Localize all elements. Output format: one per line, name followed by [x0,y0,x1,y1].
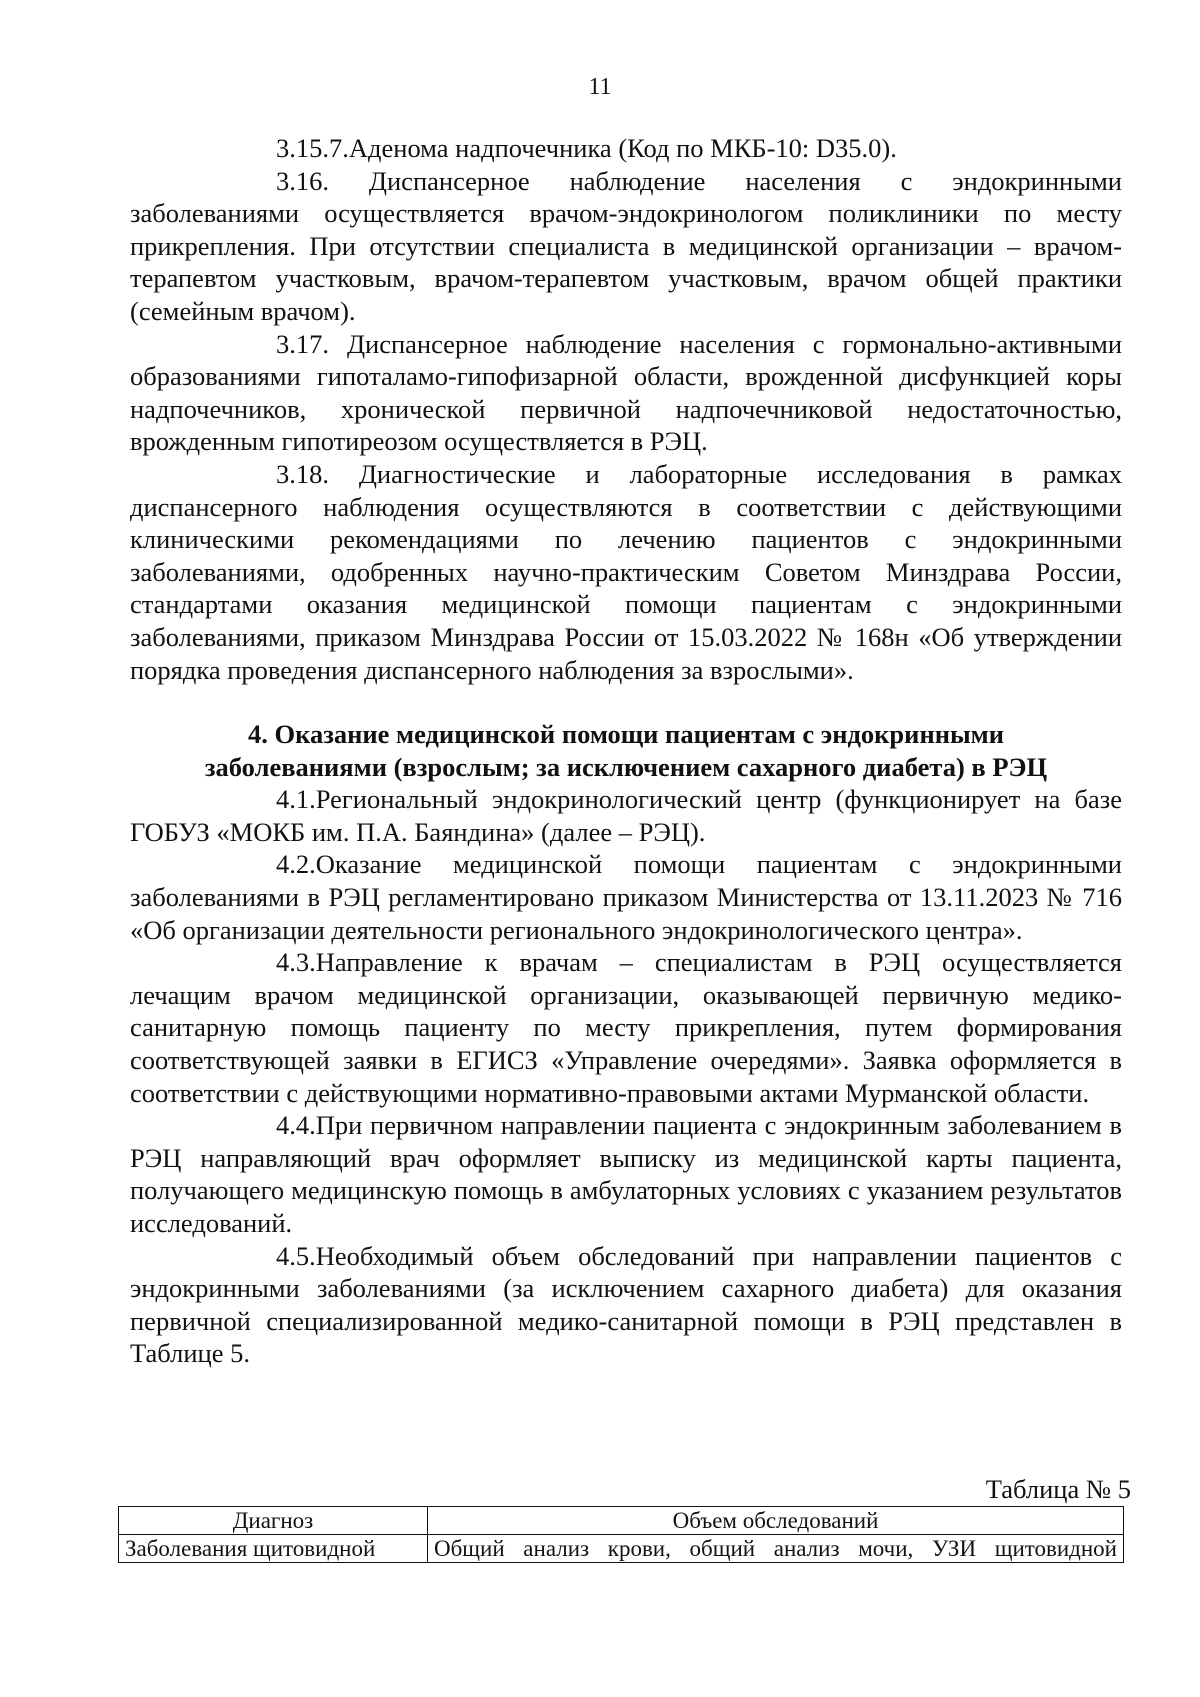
paragraph-number: 3.16. [276,165,329,196]
exam-table [118,1506,1124,1563]
paragraph-4-4 [130,1109,1122,1239]
paragraph-text: Оказание медицинской помощи пациентам с эндокринными заболеваниями в РЭЦ регламентировано приказом Министерства от 13.11.2023 № 716 «Об организации деятельности регионального эндокринологического центра». [130,849,1122,945]
paragraph-3-18 [130,458,1122,686]
paragraph-4-5 [130,1240,1122,1370]
table-caption: Таблица № 5 [985,1474,1131,1504]
paragraph-text: Диспансерное наблюдение населения с гормонально-активными образованиями гипоталамо-гипофизарной области, врожденной дисфункцией коры надпочечников, хронической первичной надпочечниковой недостаточностью, врожденным гипотиреозом осуществляется в РЭЦ. [130,328,1122,457]
table-cell-diagnosis: Заболевания щитовидной [119,1535,428,1563]
section-title-line-2: заболеваниями (взрослым; за исключением сахарного диабета) в РЭЦ [204,751,1048,782]
paragraph-text: Аденома надпочечника (Код по МКБ-10: D35.0). [348,133,897,163]
paragraph-text: Направление к врачам – специалистам в РЭЦ осуществляется лечащим врачом медицинской организации, оказывающей первичную медико-санитарную помощь пациенту по месту прикрепления, путем формирования соответствующей заявки в ЕГИСЗ «Управление очередями». Заявка оформляется в соответствии с действующими нормативно-правовыми актами Мурманской области. [130,947,1122,1108]
paragraph-number: 3.17. [276,328,329,359]
paragraph-4-2 [130,848,1122,946]
paragraph-number: 4.3. [276,947,316,978]
paragraph-text: Необходимый объем обследований при направлении пациентов с эндокринными заболеваниями (за исключением сахарного диабета) для оказания первичной специализированной медико-санитарной помощи в РЭЦ представлен в Таблице 5. [130,1240,1122,1369]
paragraph-text: Диспансерное наблюдение населения с эндокринными заболеваниями осуществляется врачом-эндокринологом поликлиники по месту прикрепления. При отсутствии специалиста в медицинской организации – врачом-терапевтом участковым, врачом-терапевтом участковым, врачом общей практики (семейным врачом). [130,165,1122,326]
table-cell-exams: Общий анализ крови, общий анализ мочи, УЗИ щитовидной [428,1535,1124,1563]
table-header-exams: Объем обследований [428,1507,1124,1535]
paragraph-3-16 [130,165,1122,328]
paragraph-text: Диагностические и лабораторные исследования в рамках диспансерного наблюдения осуществляются в соответствии с действующими клиническими рекомендациями по лечению пациентов с эндокринными заболеваниями, одобренных научно-практическим Советом Минздрава России, стандартами оказания медицинской помощи пациентам с эндокринными заболеваниями, приказом Минздрава России от 15.03.2022 № 168н «Об утверждении порядка проведения диспансерного наблюдения за взрослыми». [130,458,1123,685]
paragraph-text: Региональный эндокринологический центр (функционирует на базе ГОБУЗ «МОКБ им. П.А. Баяндина» (далее – РЭЦ). [130,784,1122,847]
paragraph-number: 4.4. [276,1110,316,1141]
paragraph-3-15-7 [130,132,1122,165]
paragraph-number: 4.1. [276,784,316,815]
table-header-diagnosis: Диагноз [119,1507,428,1535]
paragraph-number: 3.15.7. [276,133,349,163]
paragraph-number: 4.2. [276,849,316,880]
table-row [119,1535,1124,1563]
paragraph-4-3 [130,946,1122,1109]
paragraph-text: При первичном направлении пациента с эндокринным заболеванием в РЭЦ направляющий врач оформляет выписку из медицинской карты пациента, получающего медицинскую помощь в амбулаторных условиях с указанием результатов исследований. [130,1110,1122,1238]
paragraph-number: 3.18. [276,458,329,489]
document-body [130,132,1122,1370]
page-number: 11 [588,74,612,100]
paragraph-4-1 [130,783,1122,848]
section-title [130,718,1122,783]
paragraph-number: 4.5. [276,1240,316,1271]
section-title-line-1: 4. Оказание медицинской помощи пациентам с эндокринными [248,719,1004,750]
table-header-row [119,1507,1124,1535]
paragraph-3-17 [130,328,1122,458]
